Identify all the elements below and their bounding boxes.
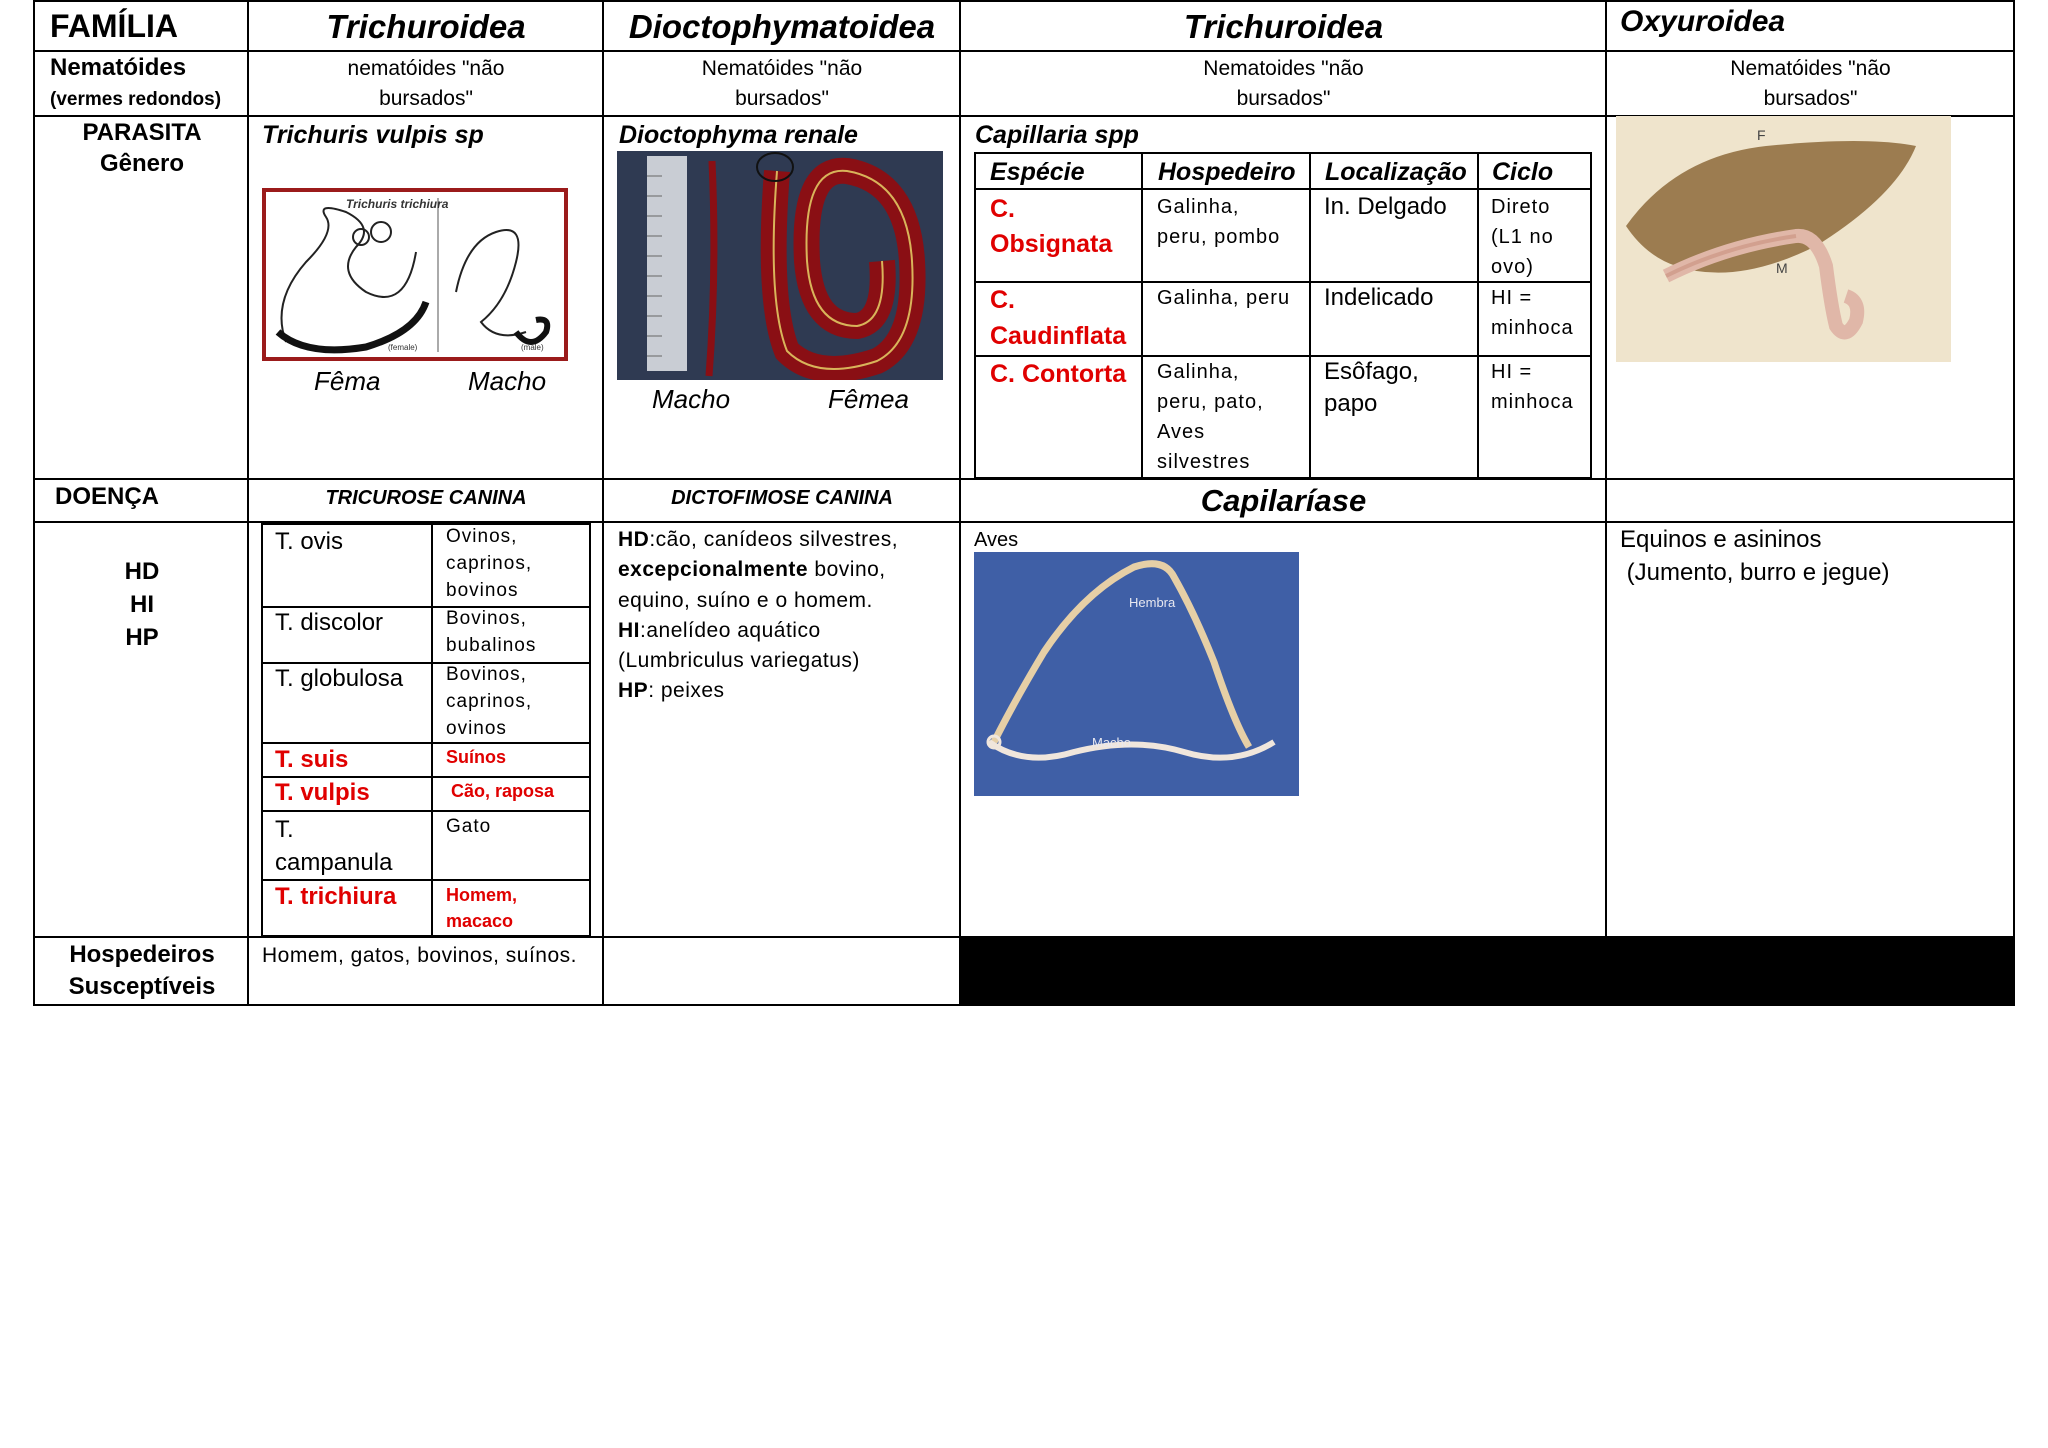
cap-row1-host-l1: Galinha, bbox=[1157, 196, 1240, 218]
cap-header-ciclo: Ciclo bbox=[1492, 158, 1554, 186]
nematoides-col3-l1: Nematoides "não bbox=[1203, 57, 1364, 80]
cap-row2-ciclo-l1: HI = bbox=[1491, 287, 1533, 309]
tri-row7-host-l1: Homem, bbox=[446, 885, 518, 905]
nematoides-col2-l2: bursados" bbox=[735, 87, 829, 110]
nematoides-label: Nematóides bbox=[50, 54, 187, 81]
tri-row3-host-l2: caprinos, bbox=[446, 691, 533, 712]
tri-row5-species: T. vulpis bbox=[275, 779, 370, 806]
cap-row1-species-l2: Obsignata bbox=[990, 230, 1113, 258]
tri-row3-host-l1: Bovinos, bbox=[446, 664, 527, 685]
capillaria-image-macho-label: Macho bbox=[1092, 735, 1132, 750]
oxy-hosts-l1: Equinos e asininos bbox=[1620, 526, 1822, 553]
dioc-hd-line: HD:cão, canídeos silvestres, bbox=[618, 528, 899, 551]
capillaria-hosts-label: Aves bbox=[974, 529, 1019, 551]
tri-row2-host-l2: bubalinos bbox=[446, 635, 537, 656]
tri-row7-species: T. trichiura bbox=[275, 883, 397, 910]
doenca-col1: TRICUROSE CANINA bbox=[325, 487, 527, 509]
trichuris-trichiura-image bbox=[262, 188, 568, 361]
cap-row3-host-l4: silvestres bbox=[1157, 451, 1251, 473]
parasita-col2-male: Macho bbox=[652, 384, 731, 414]
dioctophyma-image bbox=[617, 151, 943, 380]
dioc-line3: equino, suíno e o homem. bbox=[618, 589, 873, 612]
cap-row1-ciclo-l2: (L1 no bbox=[1491, 226, 1554, 248]
nematoides-col1-l1: nematóides "não bbox=[347, 57, 505, 80]
header-col4: Oxyuroidea bbox=[1620, 5, 1786, 38]
cap-row3-ciclo-l2: minhoca bbox=[1491, 391, 1574, 413]
cap-header-hospedeiro: Hospedeiro bbox=[1158, 158, 1296, 186]
tri-row3-species: T. globulosa bbox=[275, 665, 404, 692]
tri-row6-species-l2: campanula bbox=[275, 849, 393, 876]
oxyuroidea-image-female-label: F bbox=[1757, 127, 1766, 143]
cap-row1-loc: In. Delgado bbox=[1324, 193, 1447, 220]
doenca-col3: Capilaríase bbox=[1200, 483, 1367, 518]
cap-row3-host-l1: Galinha, bbox=[1157, 361, 1240, 383]
parasita-col2-title: Dioctophyma renale bbox=[619, 121, 858, 149]
nematoides-col4-l2: bursados" bbox=[1763, 87, 1858, 110]
cap-row2-loc: Indelicado bbox=[1324, 284, 1434, 311]
cap-row2-host: Galinha, peru bbox=[1157, 287, 1291, 309]
hd-label: HD bbox=[124, 558, 160, 585]
capillaria-worms-image bbox=[974, 552, 1299, 796]
capillaria-image-hembra-label: Hembra bbox=[1129, 595, 1176, 610]
nematoides-sublabel: (vermes redondos) bbox=[50, 89, 222, 110]
header-col3: Trichuroidea bbox=[1183, 8, 1384, 45]
hp-label: HP bbox=[125, 624, 159, 651]
tri-row2-species: T. discolor bbox=[275, 609, 384, 636]
parasita-col2-female: Fêmea bbox=[828, 384, 909, 414]
tri-row6-host: Gato bbox=[446, 816, 492, 837]
dioc-line2: excepcionalmente bovino, bbox=[618, 558, 886, 581]
tri-row3-host-l3: ovinos bbox=[446, 718, 507, 739]
nematoides-col1-l2: bursados" bbox=[379, 87, 473, 110]
tri-row1-host-l2: caprinos, bbox=[446, 553, 533, 574]
hi-label: HI bbox=[130, 591, 154, 618]
tri-row7-host-l2: macaco bbox=[446, 911, 514, 931]
cap-row1-ciclo-l3: ovo) bbox=[1491, 256, 1534, 278]
cap-row3-loc-l1: Esôfago, bbox=[1324, 358, 1419, 385]
cap-row1-ciclo-l1: Direto bbox=[1491, 196, 1551, 218]
trichuris-image-title: Trichuris trichiura bbox=[346, 197, 449, 211]
genero-label: Gênero bbox=[99, 150, 185, 177]
tri-row6-species-l1: T. bbox=[275, 816, 294, 843]
cap-row2-ciclo-l2: minhoca bbox=[1491, 317, 1574, 339]
tri-row1-host-l3: bovinos bbox=[446, 580, 519, 601]
cap-row1-host-l2: peru, pombo bbox=[1157, 226, 1281, 248]
cap-row3-species: C. Contorta bbox=[990, 360, 1127, 388]
tri-row5-host: Cão, raposa bbox=[451, 781, 555, 801]
dioc-line5: (Lumbriculus variegatus) bbox=[618, 649, 860, 672]
tri-row2-host-l1: Bovinos, bbox=[446, 608, 527, 629]
nematoides-col3-l2: bursados" bbox=[1236, 87, 1331, 110]
tri-row1-host-l1: Ovinos, bbox=[446, 526, 518, 547]
parasita-col3-title: Capillaria spp bbox=[975, 121, 1139, 149]
dioc-hp-line: HP: peixes bbox=[618, 679, 725, 702]
susceptiveis-col1: Homem, gatos, bovinos, suínos. bbox=[262, 944, 577, 967]
nematoides-col2-l1: Nematóides "não bbox=[701, 57, 863, 80]
cap-row3-ciclo-l1: HI = bbox=[1491, 361, 1533, 383]
trichuris-image-female-label: (female) bbox=[388, 343, 418, 352]
cap-row3-host-l3: Aves bbox=[1157, 421, 1206, 443]
parasita-col1-male: Macho bbox=[468, 366, 547, 396]
header-col1: Trichuroidea bbox=[326, 8, 526, 45]
doenca-col2: DICTOFIMOSE CANINA bbox=[671, 487, 893, 509]
cap-header-localizacao: Localização bbox=[1325, 158, 1467, 186]
oxyuroidea-image-male-label: M bbox=[1776, 260, 1788, 276]
cap-row1-species-l1: C. bbox=[990, 195, 1015, 223]
parasita-label: PARASITA bbox=[82, 119, 202, 146]
cap-row3-loc-l2: papo bbox=[1324, 390, 1378, 417]
cap-header-especie: Espécie bbox=[990, 158, 1085, 186]
tri-row4-host: Suínos bbox=[446, 747, 507, 767]
cap-row2-species-l1: C. bbox=[990, 286, 1015, 314]
susceptiveis-label-l1: Hospedeiros bbox=[69, 941, 215, 968]
parasita-col1-female: Fêma bbox=[314, 366, 381, 396]
cap-row3-host-l2: peru, pato, bbox=[1157, 391, 1264, 413]
black-block bbox=[960, 937, 2014, 1005]
parasita-col1-title: Trichuris vulpis sp bbox=[262, 121, 484, 149]
trichuris-image-male-label: (male) bbox=[521, 343, 544, 352]
oxy-hosts-l2: (Jumento, burro e jegue) bbox=[1620, 559, 1890, 586]
header-familia: FAMÍLIA bbox=[50, 8, 178, 44]
tri-row4-species: T. suis bbox=[275, 746, 349, 773]
susceptiveis-label-l2: Susceptíveis bbox=[68, 973, 216, 1000]
dioc-hi-line: HI:anelídeo aquático bbox=[618, 619, 821, 642]
doenca-label: DOENÇA bbox=[55, 483, 160, 510]
cap-row2-species-l2: Caudinflata bbox=[990, 322, 1127, 350]
nematoides-col4-l1: Nematóides "não bbox=[1730, 57, 1891, 80]
oxyuroidea-image bbox=[1616, 116, 1951, 362]
header-col2: Dioctophymatoidea bbox=[628, 8, 936, 45]
tri-row1-species: T. ovis bbox=[275, 528, 344, 555]
